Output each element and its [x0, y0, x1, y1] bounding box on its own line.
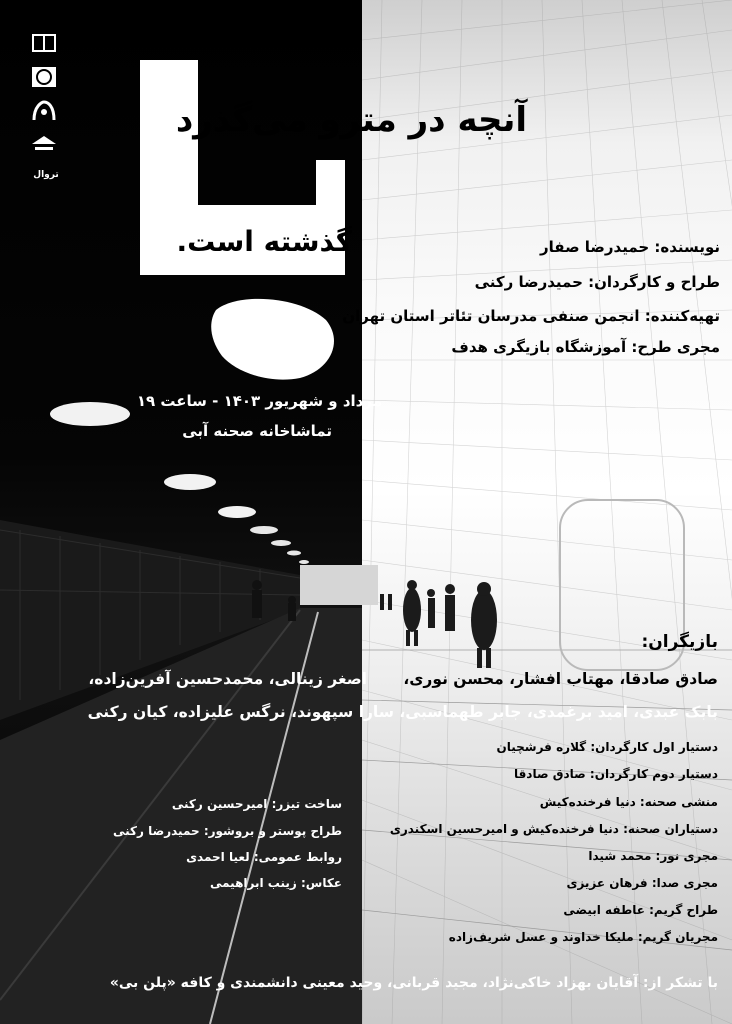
credit-producer: تهیه‌کننده: انجمن صنفی مدرسان تئاتر استان تهران	[342, 307, 720, 325]
crew-item: منشی صحنه: دنیا فرخنده‌کیش	[539, 795, 718, 809]
crew-item: دستیار دوم کارگردان: صادق صادقا	[513, 767, 718, 781]
play-subtitle: گذشته است.	[176, 225, 352, 258]
pedestrians	[380, 580, 497, 668]
crew-left-item: طراح پوستر و بروشور: حمیدرضا رکنی	[113, 824, 342, 838]
big-letter-ya-tail	[211, 299, 334, 380]
ceiling-light	[299, 560, 309, 564]
crew-item: طراح گریم: عاطفه ابیضی	[563, 903, 718, 917]
tunnel-exit-light	[300, 565, 378, 605]
ceiling-light	[50, 402, 130, 426]
thanks-note: با تشکر از: آقایان بهزاد خاکی‌نژاد، مجید قربانی، وحید معینی دانشمندی و کافه «پلن بی»	[109, 975, 718, 991]
troval-logo-label: تروال	[33, 170, 59, 180]
sponsor-logos	[30, 32, 62, 180]
credit-director: طراح و کارگردان: حمیدرضا رکنی	[474, 273, 720, 291]
performance-venue: تماشاخانه صحنه آبی	[182, 422, 332, 440]
cast-line: صادق صادقا، مهتاب افشار، محسن نوری،	[403, 670, 718, 688]
ceiling-light	[287, 551, 301, 556]
cast-line: بابک عبدی، امید برغمدی، جابر طهماسبی، سارا سپهوند، نرگس علیزاده، کیان رکنی	[87, 703, 718, 721]
circle-seal-logo-icon	[30, 66, 58, 88]
theater-logo-icon	[30, 100, 58, 122]
troval-logo-icon	[30, 134, 58, 156]
ceiling-light	[271, 540, 291, 546]
crew-left-item: ساخت تیزر: امیرحسین رکنی	[171, 797, 342, 811]
crew-item: دستیاران صحنه: دنیا فرخنده‌کیش و امیرحسین اسکندری	[389, 822, 718, 836]
ceiling-light	[218, 506, 256, 518]
crew-item: مجریان گریم: ملیکا خداوند و عسل شریف‌زاده	[448, 930, 718, 944]
credit-executor: مجری طرح: آموزشگاه بازیگری هدف	[451, 338, 720, 356]
crew-left-item: عکاس: زینب ابراهیمی	[209, 876, 342, 890]
ceiling-light	[164, 474, 216, 490]
ceiling-light	[250, 526, 278, 534]
book-logo-icon	[30, 32, 58, 54]
performance-date: مرداد و شهریور ۱۴۰۳ - ساعت ۱۹	[136, 392, 382, 410]
play-title: آنچه در مترو می‌گذرد	[175, 100, 527, 140]
crew-item: دستیار اول کارگردان: گلاره فرشچیان	[496, 740, 718, 754]
cast-line: اصغر زینالی، محمدحسین آفرین‌زاده،	[88, 670, 367, 688]
crew-item: مجری صدا: فرهان عزیزی	[566, 876, 718, 890]
cast-heading: بازیگران:	[641, 632, 718, 652]
crew-item: مجری نور: محمد شیدا	[588, 849, 718, 863]
crew-left-item: روابط عمومی: لعیا احمدی	[186, 850, 342, 864]
credit-writer: نویسنده: حمیدرضا صفار	[540, 238, 720, 256]
